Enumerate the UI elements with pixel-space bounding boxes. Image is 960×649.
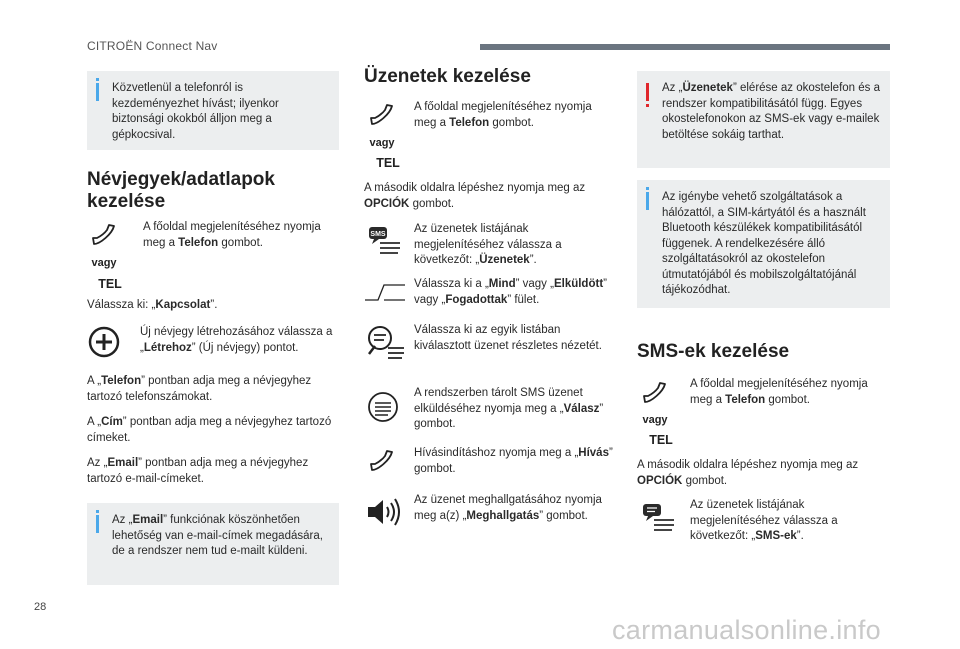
message-list-text: Az üzenetek listájának megjelenítéséhez válassza a következőt: „Üzenetek”.	[414, 223, 562, 267]
page-number: 28	[34, 601, 47, 613]
sms-list-icon	[642, 502, 678, 532]
message-detail-text: Válassza ki az egyik listában kiválasztott üzenet részletes nézetét.	[414, 324, 602, 352]
or-label: vagy	[642, 414, 668, 426]
add-icon	[88, 326, 120, 358]
info-note-services	[637, 180, 890, 308]
tel-button-label: TEL	[98, 277, 122, 291]
phone-step-text: A főoldal megjelenítéséhez nyomja meg a Telefon gombot.	[690, 378, 868, 406]
new-contact-text: Új névjegy létrehozásához válassza a „Létrehoz” (Új névjegy) pontot.	[140, 326, 333, 354]
select-contact-text: Válassza ki: „Kapcsolat”.	[87, 299, 218, 311]
or-label: vagy	[91, 257, 117, 269]
tabs-icon	[364, 282, 406, 302]
sms-messages-icon	[368, 225, 404, 257]
tel-button-label: TEL	[376, 156, 400, 170]
info-icon	[96, 83, 99, 101]
call-step-text: Hívásindításhoz nyomja meg a „Hívás” gombot.	[414, 447, 613, 475]
info-note-direct-call	[87, 71, 339, 150]
phone-icon	[641, 380, 671, 406]
phone-icon	[90, 222, 128, 248]
phone-field-text: A „Telefon” pontban adja meg a névjegyhez tartozó telefonszámokat.	[87, 375, 312, 403]
phone-step-text: A főoldal megjelenítéséhez nyomja meg a Telefon gombot.	[143, 221, 321, 249]
note-text: Az igénybe vehető szolgáltatások a hálózattól, a SIM-kártyától és a használt Bluetooth készülékek kompatibilitásától függenek. A rendelkezésére álló szolgáltatásokról az okostelefon útmutatójából és mobilszolgáltatójánál tájékozódhat.	[662, 191, 866, 297]
sms-list-text: Az üzenetek listájának megjelenítéséhez válassza a következőt: „SMS-ek”.	[690, 499, 838, 543]
warning-note-messages	[637, 71, 890, 168]
warning-icon	[646, 83, 649, 101]
phone-step-text: A főoldal megjelenítéséhez nyomja meg a Telefon gombot.	[414, 101, 592, 129]
message-detail-icon	[366, 324, 406, 360]
note-text: Az „Email” funkciónak köszönhetően lehetőség van e-mail-címek megadására, de a rendszer nem tud e-mailt küldeni.	[112, 514, 323, 558]
or-label: vagy	[369, 137, 395, 149]
tel-button-label: TEL	[649, 433, 673, 447]
call-icon	[368, 448, 398, 474]
info-note-email	[87, 503, 339, 585]
note-text: Az „Üzenetek” elérése az okostelefon és a rendszer kompatibilitásától függ. Egyes okostelefonokon az SMS-ek vagy e-mailek betöltése sokáig tarthat.	[662, 82, 880, 141]
header-bar	[480, 44, 890, 50]
section-title-sms: SMS-ek kezelése	[637, 341, 790, 362]
address-field-text: A „Cím” pontban adja meg a névjegyhez tartozó címeket.	[87, 416, 332, 444]
options-step-text: A második oldalra lépéshez nyomja meg az OPCIÓK gombot.	[637, 459, 859, 487]
reply-step-text: A rendszerben tárolt SMS üzenet elküldéséhez nyomja meg a „Válasz” gombot.	[414, 387, 604, 431]
section-title-contacts: Névjegyek/adatlapok kezelése	[87, 169, 275, 212]
speaker-icon	[366, 497, 402, 527]
watermark: carmanualsonline.info	[612, 615, 881, 645]
info-icon	[646, 192, 649, 210]
phone-icon	[368, 102, 398, 128]
note-text: Közvetlenül a telefonról is kezdeményezhet hívást; ilyenkor biztonsági okokból álljon meg a gépkocsival.	[112, 82, 279, 141]
info-icon	[96, 515, 99, 533]
sms-icon-text: SMS	[370, 231, 386, 238]
document-header-title: CITROËN Connect Nav	[87, 39, 218, 53]
reply-message-icon	[366, 391, 400, 423]
listen-step-text: Az üzenet meghallgatásához nyomja meg a(z) „Meghallgatás” gombot.	[414, 494, 602, 522]
section-title-messages: Üzenetek kezelése	[364, 66, 531, 87]
tabs-select-text: Válassza ki a „Mind” vagy „Elküldött” vagy „Fogadottak” fület.	[414, 278, 607, 306]
options-step-text: A második oldalra lépéshez nyomja meg az OPCIÓK gombot.	[364, 182, 586, 210]
email-field-text: Az „Email” pontban adja meg a névjegyhez tartozó e-mail-címeket.	[87, 457, 309, 485]
